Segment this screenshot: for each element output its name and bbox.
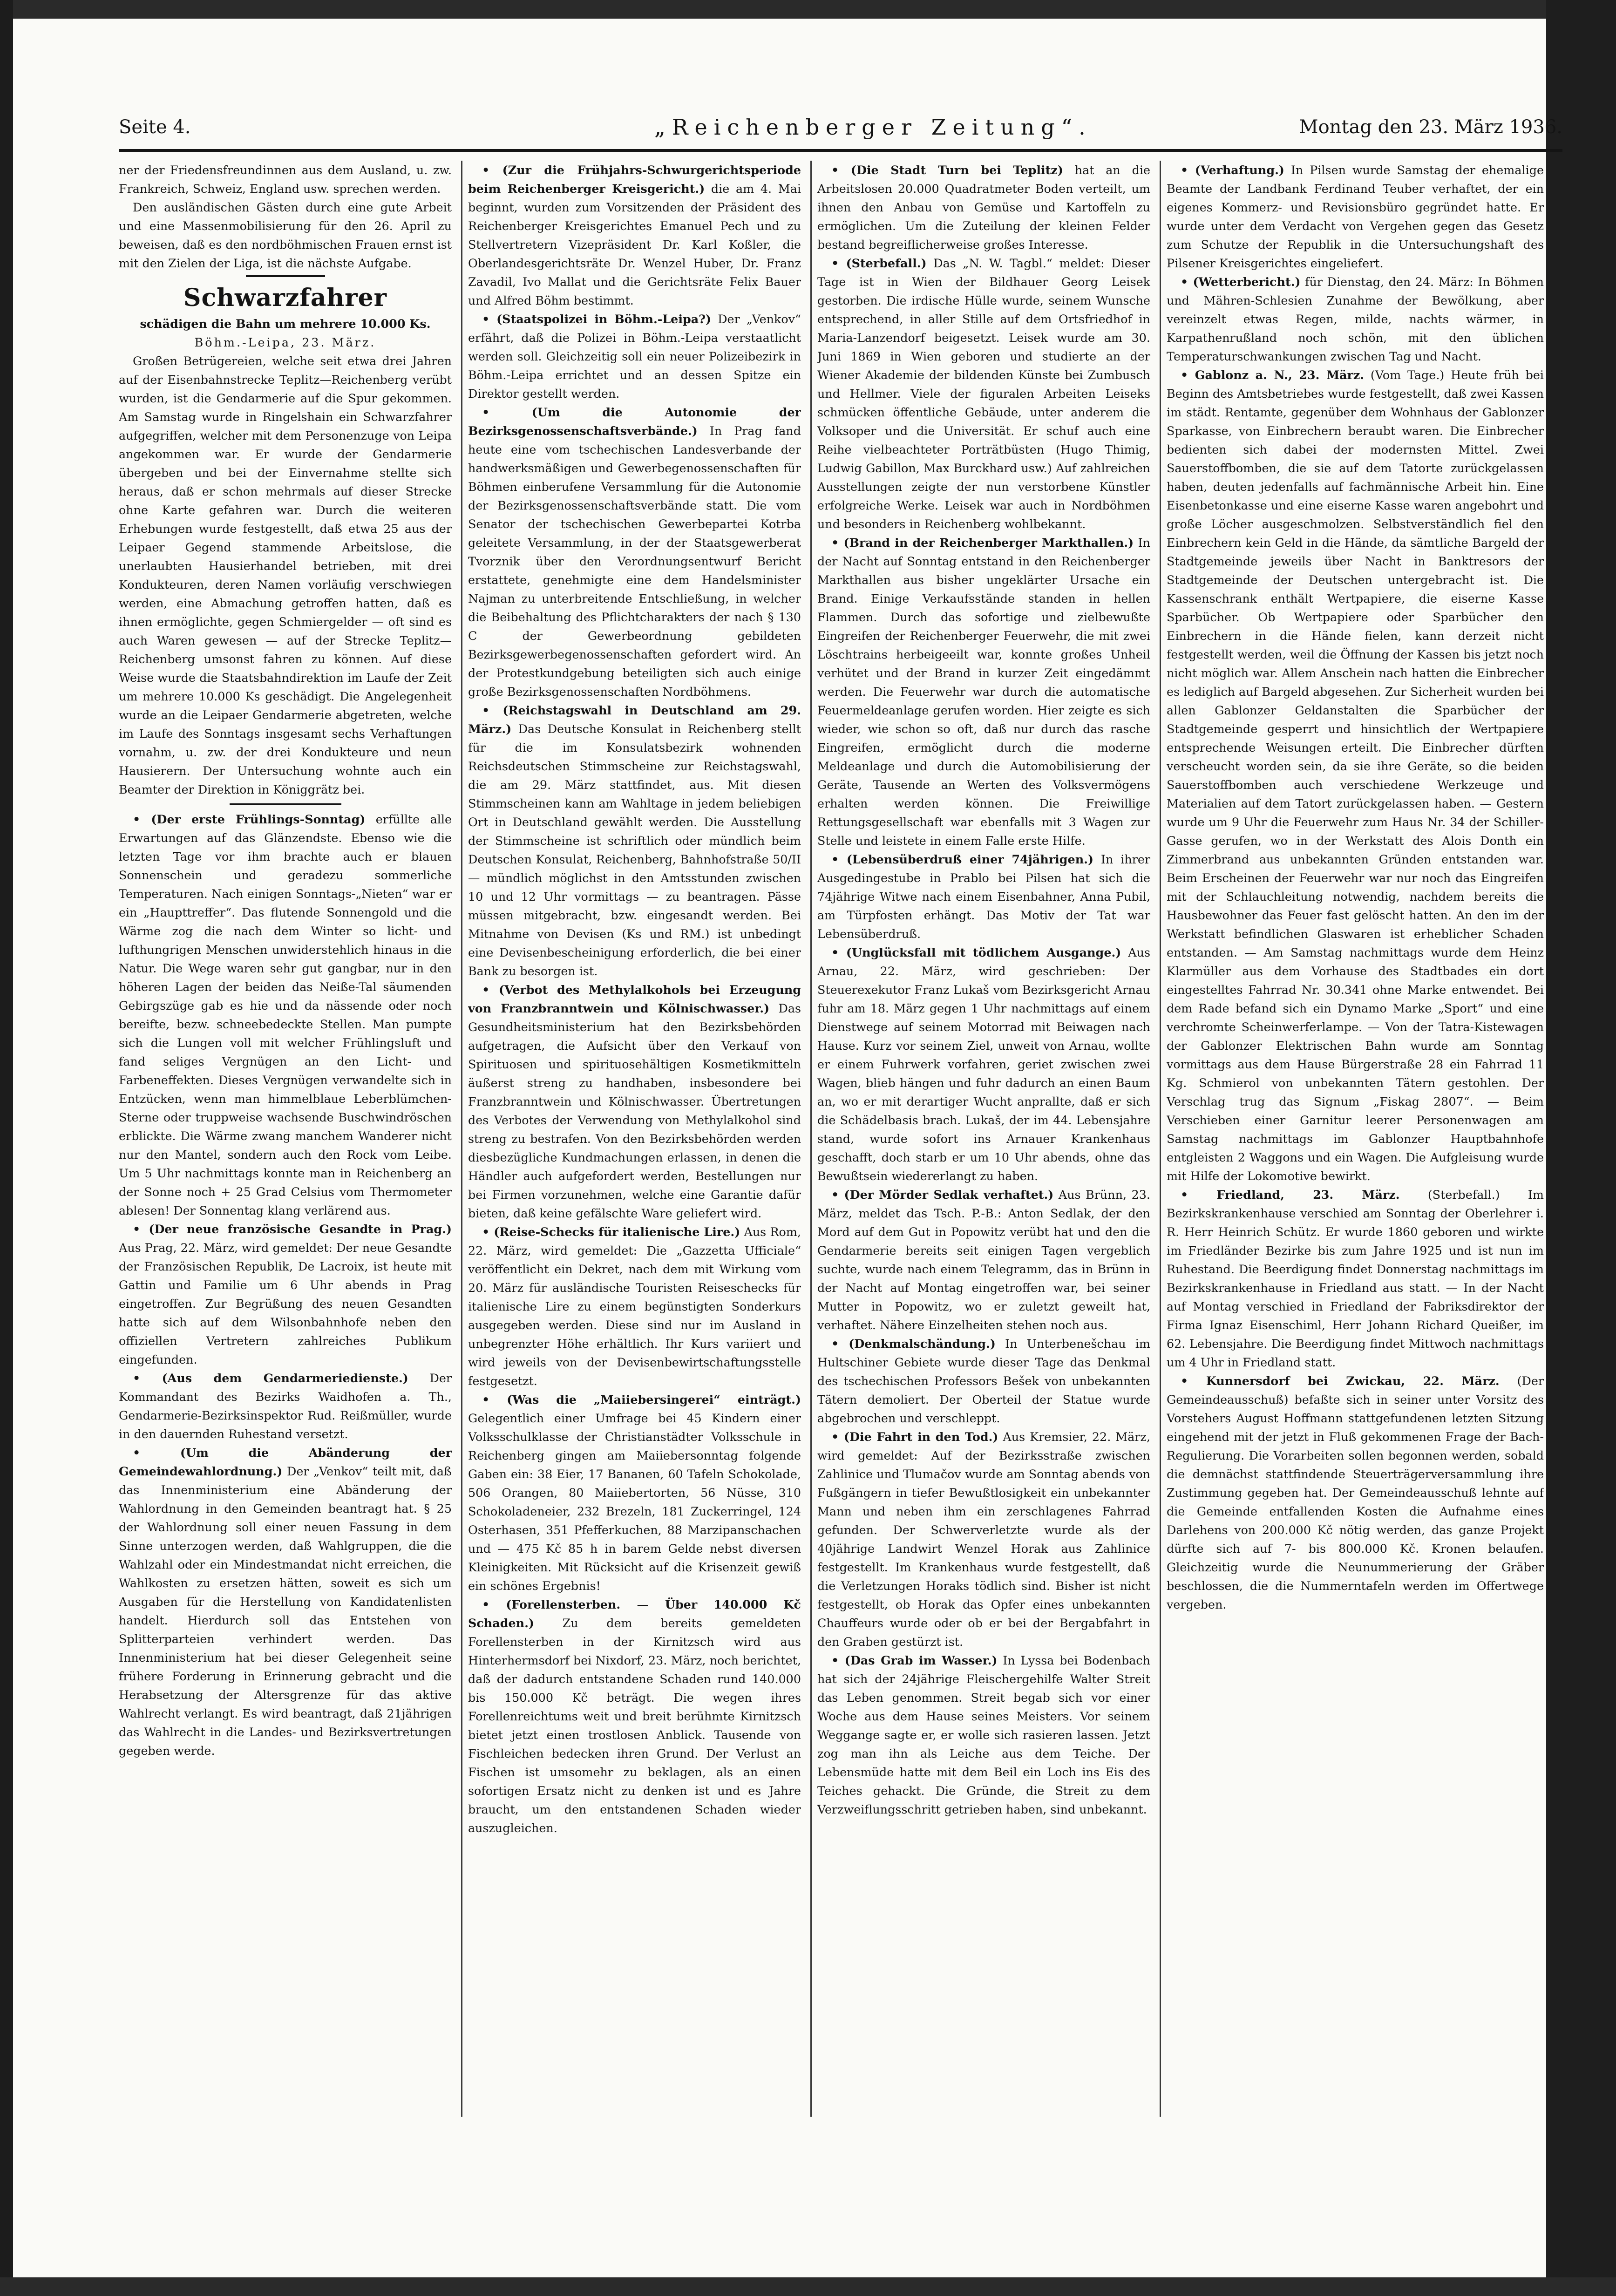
news-item-body: (Der Gemeindeausschuß) befaßte sich in seiner unter Vorsitz des Vorstehers August Hoffmann stattgefundenen letzten Sitzung eingehend mit der jetzt in Fluß gekommenen Frage der Bach-Regulierung. Die Vorarbeiten sollen begonnen werden, sobald die demnächst stattfindende Steuerträgerversammlung ihre Zustimmung gegeben hat. Der Gemeindeausschuß lehnte auf die Gemeinde entfallenden Kosten die Aufnahme eines Darlehens von 200.000 Kč nötig werden, das ganze Projekt dürfte sich auf 7- bis 800.000 Kč. Kronen belaufen. Gleichzeitig wurde die Neunummerierung der Gräber beschlossen, die die Nummerntafeln werden im Offertwege vergeben.: [1167, 1374, 1544, 1611]
news-item-heading: • Gablonz a. N., 23. März.: [1181, 368, 1365, 382]
news-item-body: (Vom Tage.) Heute früh bei Beginn des Amtsbetriebes wurde festgestellt, daß zwei Kassen im städt. Rentamte, gegenüber dem Wohnhaus der Gablonzer Sparkasse, von Einbrechern beraubt waren. Die Einbrecher bedienten sich dabei der modernsten Mittel. Zwei Sauerstoffbomben, die sie auf dem Tatorte zurückgelassen haben, deuten jedenfalls auf fachmännische Arbeit hin. Eine Eisenbetonkasse und eine eiserne Kasse waren angebohrt und große Löcher ausgeschmolzen. Selbstverständlich fiel den Einbrechern kein Geld in die Hände, da sämtliche Bargeld der Stadtgemeinde jeweils über Nacht in Banktresors der Stadtgemeinde der Deutschen untergebracht ist. Die Kassenschrank enthält Wertpapiere, die eiserne Kasse Sparbücher. Ob Wertpapiere oder Sparbücher den Einbrechern in die Hände fielen, kann derzeit nicht festgestellt werden, weil die Öffnung der Kassen bis jetzt noch nicht möglich war. Allem Anschein nach hatten die Einbrecher es lediglich auf Bargeld abgesehen. Zur Sicherheit wurden bei allen Gablonzer Geldanstalten die Sparbücher der Stadtgemeinde gesperrt und hinsichtlich der Wertpapiere entsprechende Weisungen erteilt. Die Einbrecher dürften verscheucht worden sein, da sie ihre Geräte, so die beiden Sauerstoffbomben auch verschiedene Werkzeuge und Materialien auf dem Tatort zurückgelassen haben. — Gestern wurde um 9 Uhr die Feuerwehr zum Haus Nr. 34 der Schiller-Gasse gerufen, wo in der Werkstatt des Alois Donth ein Zimmerbrand aus unbekannten Gründen entstanden war. Beim Erscheinen der Feuerwehr war nur noch das Eingreifen mit der Schlauchleitung notwendig, nachdem bereits die Hausbewohner das Feuer fast gelöscht hatten. An den im der Werkstatt befindlichen Glaswaren ist erheblicher Schaden entstanden. — Am Samstag nachmittags wurde dem Heinz Klarmüller aus dem Vorhause des Stadtbades ein dort eingestelltes Fahrrad Nr. 30.341 ohne Marke entwendet. Bei dem Rade befand sich ein Dynamo Marke „Sport“ und eine verchromte Scheinwerferlampe. — Von der Tatra-Kistewagen der Gablonzer Elektrischen Bahn wurde am Sonntag vormittags aus dem Hause Bürgerstraße 28 ein Fahrrad 11 Kg. Schmierol von unbekannten Tätern gestohlen. Der Verschlag trug das Signum „Fiskag 2807“. — Beim Verschieben einer Garnitur leerer Personenwagen am Samstag nachmittags im Gablonzer Hauptbahnhofe entgleisten 2 Waggons und ein Wagen. Die Aufgleisung wurde mit Hilfe der Lokomotive bewirkt.: [1167, 368, 1544, 1183]
news-item: [468, 310, 801, 403]
news-item-body: Zu dem bereits gemeldeten Forellensterben in der Kirnitzsch wird aus Hinterhermsdorf bei Nixdorf, 23. März, noch berichtet, daß der dadurch entstandene Schaden rund 140.000 bis 150.000 Kč beträgt. Die wegen ihres Forellenreichtums weit und breit berühmte Kirnitzsch bietet jetzt einen trostlosen Anblick. Tausende von Fischleichen bedecken ihren Grund. Der Verlust an Fischen ist umsomehr zu beklagen, als an einen sofortigen Ersatz nicht zu denken ist und es Jahre braucht, um den entstandenen Schaden wieder auszugleichen.: [468, 1616, 801, 1835]
news-item-heading: • (Wetterbericht.): [1181, 275, 1301, 289]
news-item-heading: • (Staatspolizei in Böhm.-Leipa?): [482, 312, 712, 326]
news-item-heading: • (Der neue französische Gesandte in Prag.): [133, 1222, 452, 1236]
news-item: [817, 161, 1150, 254]
news-item: [817, 943, 1150, 1185]
news-item: [1167, 161, 1544, 272]
news-item-heading: • (Die Fahrt in den Tod.): [831, 1430, 998, 1444]
news-item-heading: • (Forellensterben. — Über 140.000 Kč Schaden.): [468, 1597, 801, 1630]
article-text: Den ausländischen Gästen durch eine gute Arbeit und eine Massenmobilisierung für den 26. April zu beweisen, daß es den nordböhmischen Frauen ernst ist mit den Zielen der Liga, ist die nächste Aufgabe.: [119, 200, 452, 270]
news-item: [1167, 1185, 1544, 1372]
news-item: [119, 810, 452, 1220]
scan-border-bottom: [0, 2277, 1616, 2296]
article-headline: Schwarzfahrer: [183, 284, 387, 312]
news-item: [817, 1427, 1150, 1651]
article-subheadline: schädigen die Bahn um mehrere 10.000 Ks.: [140, 317, 431, 331]
news-item: [119, 1369, 452, 1443]
news-item-heading: • (Das Grab im Wasser.): [831, 1653, 998, 1667]
news-item: [119, 1443, 452, 1760]
news-item: [468, 161, 801, 310]
news-item-heading: • (Was die „Maiiebersingerei“ einträgt.): [482, 1393, 801, 1406]
column-1: [119, 161, 452, 2163]
issue-date: Montag den 23. März 1936.: [1299, 116, 1562, 138]
news-item: [1167, 366, 1544, 1185]
news-item-body: In der Nacht auf Sonntag entstand in den Reichenberger Markthallen aus bisher ungeklärter Ursache ein Brand. Einige Verkaufsstände standen in hellen Flammen. Durch das sofortige und zielbewußte Eingreifen der Reichenberger Feuerwehr, die mit zwei Löschtrains herbeigeeilt war, konnte großes Unheil verhütet und der Brand in kurzer Zeit eingedämmt werden. Die Feuerwehr war durch die automatische Feuermeldeanlage gerufen worden. Hier zeigte es sich wieder, wie schon so oft, daß nur durch das rasche Eingreifen, ermöglicht durch die moderne Meldeanlage und durch die Automobilisierung der Geräte, Tausende an Werten des Volksvermögens erhalten werden können. Die Freiwillige Rettungsgesellschaft war ebenfalls mit 3 Wagen zur Stelle und leistete in einem Falle erste Hilfe.: [817, 536, 1150, 848]
news-item-heading: • (Reise-Schecks für italienische Lire.): [482, 1225, 740, 1239]
news-item-body: In Unterbenešchau im Hultschiner Gebiete wurde dieser Tage das Denkmal des tschechischen Professors Bešek von unbekannten Tätern demoliert. Der Oberteil der Statue wurde abgebrochen und verschleppt.: [817, 1337, 1150, 1425]
column-rule: [461, 161, 462, 2117]
news-item-heading: • Kunnersdorf bei Zwickau, 22. März.: [1181, 1374, 1500, 1388]
news-item-body: In Prag fand heute eine vom tschechischen Landesverbande der handwerksmäßigen und Gewerbegenossenschaften für Böhmen einberufene Versammlung für die Autonomie der Bezirksgenossenschaftsverbände statt. Die vom Senator der tschechischen Gewerbepartei Kotrba geleitete Versammlung, in der der Staatsgewerberat Tvorznik über den Verordnungsentwurf Bericht erstattete, genehmigte eine dem Handelsminister Najman zu unterbreitende Entschließung, in welcher die Beibehaltung des Pflichtcharakters der nach § 130 C der Gewerbeordnung gebildeten Bezirksgewerbegenossenschaften gefordert wird. An der Protestkundgebung beteiligten sich auch einige große Bezirksgenossenschaften Nordböhmens.: [468, 424, 801, 699]
scan-border-top: [0, 0, 1616, 19]
news-item: [468, 403, 801, 701]
news-item-heading: • (Um die Abänderung der Gemeindewahlordnung.): [119, 1446, 452, 1478]
news-item-body: (Sterbefall.) Im Bezirkskrankenhause verschied am Sonntag der Oberlehrer i. R. Herr Heinrich Schütz. Er wurde 1860 geboren und wirkte im Friedländer Bezirke bis zum Jahre 1925 und ist nun im Ruhestand. Die Beerdigung findet Donnerstag nachmittags im Bezirkskrankenhause in Friedland aus statt. — In der Nacht auf Montag verschied in Friedland der Fabriksdirektor der Firma Ignaz Eisenschiml, Herr Johann Richard Queißer, im 62. Lebensjahre. Die Beerdigung findet Mittwoch nachmittags um 4 Uhr in Friedland statt.: [1167, 1188, 1544, 1369]
news-item-heading: • (Sterbefall.): [831, 256, 927, 270]
news-item-body: In Lyssa bei Bodenbach hat sich der 24jährige Fleischergehilfe Walter Streit das Leben genommen. Streit begab sich vor einer Woche aus dem Hause seines Meisters. Vor seinem Weggange sagte er, er wolle sich rasieren lassen. Jetzt zog man ihn als Leiche aus dem Teiche. Der Lebensmüde hatte mit dem Beil ein Loch ins Eis des Teiches gehackt. Die Gründe, die Streit zu dem Verzweiflungsschritt getrieben haben, sind unbekannt.: [817, 1653, 1150, 1816]
news-item-body: hat an die Arbeitslosen 20.000 Quadratmeter Boden verteilt, um ihnen den Anbau von Gemüse und Kartoffeln zu ermöglichen. Um die Zuteilung der kleinen Felder bestand begreiflicherweise großes Interesse.: [817, 163, 1150, 251]
news-item-heading: • (Lebensüberdruß einer 74jährigen.): [831, 852, 1094, 866]
news-item-body: Gelegentlich einer Umfrage bei 45 Kindern einer Volksschulklasse der Christianstädter Volksschule in Reichenberg gingen am Maiiebersonntag folgende Gaben ein: 38 Eier, 17 Bananen, 60 Tafeln Schokolade, 506 Orangen, 80 Maiiebertorten, 56 Nüsse, 310 Schokoladeneier, 232 Brezeln, 181 Zuckerringel, 124 Osterhasen, 351 Pfefferkuchen, 88 Marzipanschachen und — 475 Kč 85 h in barem Gelde nebst diversen Kleinigkeiten. Mit Rücksicht auf die Krisenzeit gewiß ein schönes Ergebnis!: [468, 1411, 801, 1593]
news-item: [1167, 272, 1544, 366]
news-item: [817, 1651, 1150, 1819]
news-item-body: Das Deutsche Konsulat in Reichenberg stellt für die im Konsulatsbezirk wohnenden Reichsdeutschen Stimmscheine zur Reichstagswahl, die am 29. März stattfindet, aus. Mit diesen Stimmscheinen kann am Wahltage in jedem beliebigen Ort in Deutschland gewählt werden. Die Ausstellung der Stimmscheine ist schriftlich oder mündlich beim Deutschen Konsulat, Reichenberg, Bahnhofstraße 50/II — mündlich möglichst in den Amtsstunden zwischen 10 und 12 Uhr vormittags — zu beantragen. Pässe müssen mitgebracht, bzw. eingesandt werden. Bei Mitnahme von Devisen (Ks und RM.) ist unbedingt eine Devisenbescheinigung erforderlich, die bei einer Bank zu besorgen ist.: [468, 722, 801, 978]
news-item-heading: • (Brand in der Reichenberger Markthallen.): [831, 536, 1134, 550]
news-item-body: Aus Kremsier, 22. März, wird gemeldet: Auf der Bezirksstraße zwischen Zahlinice und Tlumačov wurde am Sonntag abends von Fußgängern in tiefer Bewußtlosigkeit ein unbekannter Mann und neben ihm ein zerschlagenes Fahrrad gefunden. Der Schwerverletzte wurde als der 40jährige Landwirt Wenzel Horak aus Zahlinice festgestellt. Im Krankenhaus wurde festgestellt, daß die Verletzungen Horaks tödlich sind. Bisher ist nicht festgestellt, ob Horak das Opfer eines unbekannten Chauffeurs wurde oder ob er bei der Bergabfahrt in den Graben gestürzt ist.: [817, 1430, 1150, 1649]
news-item: [817, 1185, 1150, 1334]
column-3: [817, 161, 1150, 2163]
news-item-heading: • (Um die Autonomie der Bezirksgenossenschaftsverbände.): [468, 405, 801, 438]
news-item-body: Das „N. W. Tagbl.“ meldet: Dieser Tage ist in Wien der Bildhauer Georg Leisek gestorben. Die irdische Hülle wurde, seinem Wunsche entsprechend, in aller Stille auf dem Ortsfriedhof in Maria-Lanzendorf beigesetzt. Leisek wurde am 30. Juni 1869 in Wien geboren und studierte an der Wiener Akademie der bildenden Künste bei Zumbusch und Hellmer. Viele der figuralen Arbeiten Leiseks schmücken öffentliche Gebäude, unter anderem die Volksoper und die Universität. Er schuf auch eine Reihe vielbeachteter Porträtbüsten (Hugo Thimig, Ludwig Gabillon, Max Burckhard usw.) Auf zahlreichen Ausstellungen zeigte der nun verstorbene Künstler erfolgreiche Werke. Leisek war auch in Nordböhmen und besonders in Reichenberg wohlbekannt.: [817, 256, 1150, 531]
column-rule: [810, 161, 812, 2117]
news-item-body: In Pilsen wurde Samstag der ehemalige Beamte der Landbank Ferdinand Teuber verhaftet, der ein eigenes Kommerz- und Revisionsbüro gegründet hatte. Er wurde unter dem Verdacht von Vergehen gegen das Gesetz zum Schutze der Republik in die Untersuchungshaft des Pilsener Kreisgerichtes eingeliefert.: [1167, 163, 1544, 270]
news-item-body: Der Kommandant des Bezirks Waidhofen a. Th., Gendarmerie-Bezirksinspektor Rud. Reißmüller, wurde in den dauernden Ruhestand versetzt.: [119, 1371, 452, 1441]
article-text: ner der Friedensfreundinnen aus dem Ausland, u. zw. Frankreich, Schweiz, England usw. sprechen werden.: [119, 163, 452, 196]
news-item-heading: • (Reichstagswahl in Deutschland am 29. März.): [468, 703, 801, 736]
news-item-body: Aus Prag, 22. März, wird gemeldet: Der neue Gesandte der Französischen Republik, De Lacroix, ist heute mit Gattin und Familie um 6 Uhr abends in Prag eingetroffen. Zur Begrüßung des neuen Gesandten hatte sich auf dem Wilsonbahnhofe neben den offiziellen Vertretern zahlreiches Publikum eingefunden.: [119, 1241, 452, 1366]
news-item: [119, 1220, 452, 1369]
page-header: [119, 112, 1562, 149]
news-item: [817, 254, 1150, 533]
header-rule: [119, 149, 1562, 152]
column-4: [1167, 161, 1544, 2163]
news-item-body: Der „Venkov“ erfährt, daß die Polizei in Böhm.-Leipa verstaatlicht werden soll. Gleichzeitig soll ein neuer Polizeibezirk in Böhm.-Leipa errichtet und an dessen Spitze ein Direktor gestellt werden.: [468, 312, 801, 401]
news-item: [468, 1390, 801, 1595]
scan-border-right: [1546, 0, 1616, 2296]
news-item-heading: • (Verbot des Methylalkohols bei Erzeugung von Franzbranntwein und Kölnischwasser.): [468, 983, 801, 1015]
news-item-heading: • (Zur die Frühjahrs-Schwurgerichtsperiode beim Reichenberger Kreisgericht.): [468, 163, 801, 196]
news-item-body: Aus Arnau, 22. März, wird geschrieben: Der Steuerexekutor Franz Lukaš vom Bezirksgericht Arnau fuhr am 18. März gegen 1 Uhr nachmittags auf einem Dienstwege auf seinem Motorrad mit Beiwagen nach Hause. Kurz vor seinem Ziel, unweit von Arnau, wollte er einem Fuhrwerk vorfahren, geriet zwischen zwei Wagen, blieb hängen und fuhr dadurch an einen Baum an, wo er mit derartiger Wucht anprallte, daß er sich die Schädelbasis brach. Lukaš, der im 44. Lebensjahre stand, wurde sofort ins Arnauer Krankenhaus geschafft, doch starb er um 10 Uhr abends, ohne das Bewußtsein wiedererlangt zu haben.: [817, 945, 1150, 1183]
news-item: [1167, 1372, 1544, 1614]
news-item-body: Das Gesundheitsministerium hat den Bezirksbehörden aufgetragen, die Aufsicht über den Verkauf von Spirituosen und spirituosehältigen Kosmetikmitteln äußerst streng zu handhaben, insbesondere bei Franzbranntwein und Kölnischwasser. Übertretungen des Verbotes der Verwendung von Methylalkohol sind streng zu bestrafen. Von den Bezirksbehörden werden diesbezügliche Kundmachungen erlassen, in denen die Händler auch aufgefordert werden, Bestellungen nur bei Firmen vorzunehmen, welche eine Garantie dafür bieten, daß keine gefälschte Ware geliefert wird.: [468, 1001, 801, 1220]
news-item: [817, 533, 1150, 850]
news-item: [468, 701, 801, 980]
news-item-heading: • (Unglücksfall mit tödlichem Ausgange.): [831, 945, 1121, 959]
news-item-heading: • (Die Stadt Turn bei Teplitz): [831, 163, 1063, 177]
scan-border-left: [0, 0, 13, 2296]
news-item: [468, 1223, 801, 1390]
news-item-body: Der „Venkov“ teilt mit, daß das Innenministerium eine Abänderung der Wahlordnung in den Gemeinden beantragt hat. § 25 der Wahlordnung soll einer neuen Fassung in dem Sinne unterzogen werden, daß Wahlgruppen, die die Wahlzahl oder ein Mindestmandat nicht erreichen, die Wahlkosten zu ersetzen hätten, soweit es sich um Ausgaben für die Herstellung von Kandidatenlisten handelt. Hierdurch soll das Entstehen von Splitterparteien verhindert werden. Das Innenministerium hat bei dieser Gelegenheit seine frühere Forderung in Erinnerung gebracht und die Herabsetzung der Altersgrenze für das aktive Wahlrecht verlangt. Es wird beantragt, daß 21jährigen das Wahlrecht in die Landes- und Bezirksvertretungen gegeben werde.: [119, 1464, 452, 1758]
news-item-heading: • Friedland, 23. März.: [1181, 1188, 1400, 1202]
news-item-heading: • (Verhaftung.): [1181, 163, 1284, 177]
divider: [230, 803, 341, 805]
dateline: Böhm.-Leipa, 23. März.: [194, 335, 376, 349]
news-item-heading: • (Der Mörder Sedlak verhaftet.): [831, 1188, 1054, 1202]
news-item-body: In ihrer Ausgedingestube in Prablo bei Pilsen hat sich die 74jährige Witwe nach einem Eisenbahner, Anna Pubil, am Türpfosten erhängt. Das Motiv der Tat war Lebensüberdruß.: [817, 852, 1150, 941]
news-item-heading: • (Denkmalschändung.): [831, 1337, 996, 1351]
news-item-heading: • (Der erste Frühlings-Sonntag): [133, 812, 366, 826]
news-item-body: Aus Rom, 22. März, wird gemeldet: Die „Gazzetta Ufficiale“ veröffentlicht ein Dekret, nach dem mit Wirkung vom 20. März für ausländische Touristen Reiseschecks für italienische Lire zu einem begünstigten Sonderkurs ausgegeben werden. Diese sind nur im Ausland in unbegrenzter Höhe erhältlich. Ihr Kurs variiert und wird jeweils von der Devisenbewirtschaftungsstelle festgesetzt.: [468, 1225, 801, 1388]
news-item: [817, 850, 1150, 943]
column-rule: [1160, 161, 1161, 2117]
news-item: [468, 1595, 801, 1837]
column-2: [468, 161, 801, 2163]
divider: [246, 275, 325, 277]
news-item-body: für Dienstag, den 24. März: In Böhmen und Mähren-Schlesien Zunahme der Bewölkung, aber vereinzelt etwas Regen, milde, nachts wärmer, in Karpathenrußland noch schön, mit den üblichen Temperaturschwankungen zwischen Tag und Nacht.: [1167, 275, 1544, 363]
news-item-body: erfüllte alle Erwartungen auf das Glänzendste. Ebenso wie die letzten Tage vor ihm brachte auch er blauen Sonnenschein und geradezu sommerliche Temperaturen. Nach einigen Sonntags-„Nieten“ war er ein „Haupttreffer“. Das flutende Sonnengold und die Wärme zog die nach dem Winter so licht- und lufthungrigen Menschen unwiderstehlich hinaus in die Natur. Die Wege waren sehr gut gangbar, nur in den höheren Lagen der beiden das Neiße-Tal säumenden Gebirgszüge gab es hie und da nässende oder noch bereifte, bezw. schneebedeckte Stellen. Man pumpte sich die Lungen voll mit welcher Frühlingsluft und fand seliges Vergnügen an den Licht- und Farbeneffekten. Dieses Vergnügen verwandelte sich in Entzücken, wenn man himmelblaue Leberblümchen-Sterne oder truppweise wachsende Buschwindröschen erblickte. Die Wärme zwang manchem Wanderer nicht nur den Mantel, sondern auch den Rock vom Leibe. Um 5 Uhr nachmittags konnte man in Reichenberg an der Sonne noch + 25 Grad Celsius vom Thermometer ablesen! Der Sonnentag klang verlärend aus.: [119, 812, 452, 1217]
article-text: Großen Betrügereien, welche seit etwa drei Jahren auf der Eisenbahnstrecke Teplitz—Reichenberg verübt wurden, ist die Gendarmerie auf die Spur gekommen. Am Samstag wurde in Ringelshain ein Schwarzfahrer aufgegriffen, welcher mit dem Personenzuge von Leipa angekommen war. Er wurde der Gendarmerie übergeben und bei der Einvernahme stellte sich heraus, daß er schon mehrmals auf dieser Strecke ohne Karte gefahren war. Durch die weiteren Erhebungen wurde festgestellt, daß etwa 25 aus der Leipaer Gegend stammende Arbeitslose, die unerlaubten Hausierhandel betrieben, mit drei Kondukteuren, deren Namen vorläufig verschwiegen werden, eine Abmachung getroffen hatten, daß es ihnen ermöglichte, gegen Schmiergelder — oft sind es auch Waren gewesen — auf der Strecke Teplitz—Reichenberg umsonst fahren zu können. Auf diese Weise wurde die Staatsbahndirektion im Laufe der Zeit um mehrere 10.000 Ks geschädigt. Die Angelegenheit wurde an die Leipaer Gendarmerie abgetreten, welche im Laufe des Sonntags insgesamt sechs Verhaftungen vornahm, u. zw. der drei Kondukteure und neun Hausierern. Der Untersuchung wohnte auch ein Beamter der Direktion in Königgrätz bei.: [119, 354, 452, 796]
news-item-heading: • (Aus dem Gendarmeriedienste.): [133, 1371, 408, 1385]
news-item-body: die am 4. Mai beginnt, wurden zum Vorsitzenden der Präsident des Reichenberger Kreisgerichtes Emanuel Pech und zu Stellvertretern Vizepräsident Dr. Karl Koßler, die Oberlandesgerichtsräte Dr. Wenzel Huber, Dr. Franz Zavadil, Ivo Mallat und die Gerichtsräte Felix Bauer und Alfred Böhm bestimmt.: [468, 182, 801, 307]
news-item: [817, 1334, 1150, 1427]
page-number: Seite 4.: [119, 116, 191, 138]
news-item-body: Aus Brünn, 23. März, meldet das Tsch. P.-B.: Anton Sedlak, der den Mord auf dem Gut in Popowitz verübt hat und den die Gendarmerie bereits seit einigen Tagen vergeblich suchte, wurde nach einem Telegramm, das in Brünn in der Nacht auf Montag eingetroffen war, bei seiner Mutter in Popowitz, wo er zuletzt geweilt hat, verhaftet. Nähere Einzelheiten stehen noch aus.: [817, 1188, 1150, 1332]
news-item: [468, 980, 801, 1223]
newspaper-title: „Reichenberger Zeitung“.: [654, 115, 1092, 140]
